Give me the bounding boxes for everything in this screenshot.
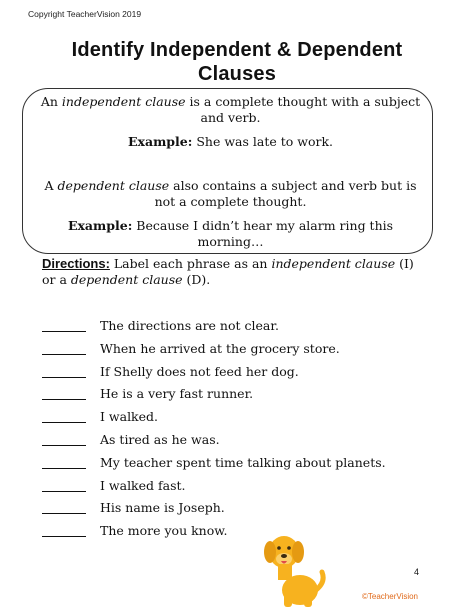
list-item: The more you know. — [42, 523, 227, 539]
answer-blank[interactable] — [42, 456, 86, 469]
worksheet-title — [0, 38, 474, 86]
dog-icon — [262, 528, 328, 608]
example-label: Example: — [128, 134, 193, 149]
list-item: If Shelly does not feed her dog. — [42, 364, 299, 380]
title-line-2: Clauses — [197, 63, 277, 85]
list-item: The directions are not clear. — [42, 318, 279, 334]
example-independent: Example: She was late to work. — [128, 134, 333, 149]
answer-blank[interactable] — [42, 410, 86, 423]
example-dependent: Example: Because I didn’t hear my alarm ring this morning… — [67, 218, 394, 249]
list-item: As tired as he was. — [42, 432, 220, 448]
independent-term: independent clause — [61, 94, 186, 109]
title-line-1: Identify Independent & Dependent — [71, 39, 403, 61]
list-item: My teacher spent time talking about planets. — [42, 455, 386, 471]
answer-blank[interactable] — [42, 365, 86, 378]
answer-blank[interactable] — [42, 501, 86, 514]
list-item: He is a very fast runner. — [42, 386, 253, 402]
directions-label: Directions: — [42, 256, 110, 271]
answer-blank[interactable] — [42, 387, 86, 400]
answer-blank[interactable] — [42, 524, 86, 537]
list-item: His name is Joseph. — [42, 500, 225, 516]
brand-logo: ©TeacherVision — [362, 592, 418, 601]
answer-blank[interactable] — [42, 479, 86, 492]
directions: Directions: Label each phrase as an independent clause (I) or a dependent clause (D). — [42, 256, 414, 287]
page-number: 4 — [414, 567, 420, 577]
copyright-notice: Copyright TeacherVision 2019 — [28, 9, 142, 19]
independent-definition: An independent clause is a complete thought with a subject and verb. — [40, 94, 421, 125]
example-label: Example: — [67, 218, 133, 233]
list-item: I walked fast. — [42, 478, 186, 494]
answer-blank[interactable] — [42, 433, 86, 446]
answer-blank[interactable] — [42, 342, 86, 355]
dependent-definition: A dependent clause also contains a subject and verb but is not a complete thought. — [44, 178, 417, 209]
answer-blank[interactable] — [42, 319, 86, 332]
list-item: I walked. — [42, 409, 158, 425]
list-item: When he arrived at the grocery store. — [42, 341, 340, 357]
dependent-term: dependent clause — [57, 178, 170, 193]
